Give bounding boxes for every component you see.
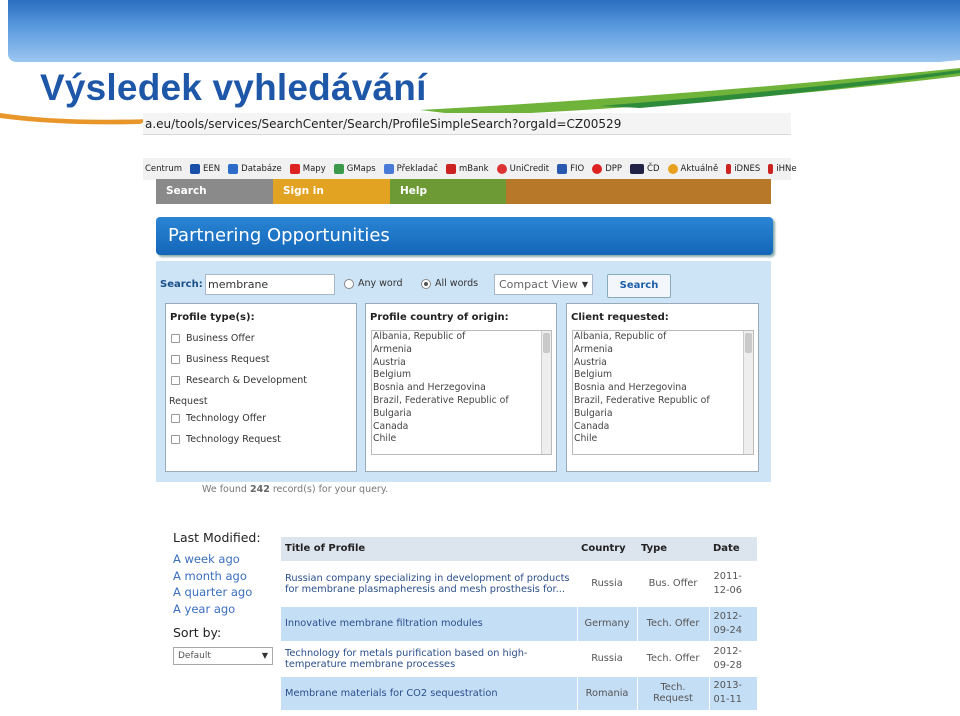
list-item[interactable]: Armenia — [574, 343, 613, 355]
bookmark-ihned[interactable]: iHNe — [768, 164, 796, 174]
sort-select[interactable]: Default ▼ — [173, 647, 273, 665]
bookmark-fio[interactable]: FIO — [557, 164, 584, 174]
nav-tab-signin[interactable]: Sign in — [273, 179, 390, 204]
fio-icon — [557, 164, 567, 174]
filter-year-link[interactable]: A year ago — [173, 602, 236, 616]
list-item[interactable]: Canada — [574, 420, 610, 432]
slide-header — [0, 0, 960, 125]
cd-icon — [630, 164, 644, 174]
bookmark-gmaps[interactable]: GMaps — [334, 164, 376, 174]
results-count-number: 242 — [249, 484, 270, 495]
last-modified-title: Last Modified: — [173, 530, 261, 545]
table-row[interactable] — [281, 606, 757, 641]
address-bar[interactable]: a.eu/tools/services/SearchCenter/Search/ProfileSimpleSearch?orgaId=CZ00529 — [143, 113, 791, 135]
checkbox-technology-offer[interactable]: Technology Offer — [171, 413, 266, 424]
client-requested-list[interactable] — [572, 330, 754, 455]
bookmark-mapy[interactable]: Mapy — [290, 164, 326, 174]
filter-week-link[interactable]: A week ago — [173, 552, 240, 566]
dpp-icon — [592, 164, 602, 174]
list-item[interactable]: Brazil, Federative Republic of — [373, 394, 509, 406]
ihned-icon — [768, 164, 773, 174]
result-type: Bus. Offer — [637, 561, 709, 606]
scrollbar[interactable] — [743, 331, 753, 454]
checkbox-business-request[interactable]: Business Request — [171, 354, 270, 365]
bookmarks-bar — [143, 158, 797, 180]
een-icon — [190, 164, 200, 174]
result-date: 2012- 09-28 — [709, 641, 757, 676]
col-date[interactable]: Date — [709, 537, 757, 561]
list-item[interactable]: Austria — [373, 356, 406, 368]
checkbox-business-offer[interactable]: Business Offer — [171, 333, 255, 344]
list-item[interactable]: Austria — [574, 356, 607, 368]
bookmark-een[interactable]: EEN — [190, 164, 220, 174]
aktualne-icon — [668, 164, 678, 174]
filter-quarter-link[interactable]: A quarter ago — [173, 585, 253, 599]
scrollbar[interactable] — [541, 331, 551, 454]
bookmark-cd[interactable]: ČD — [630, 164, 659, 174]
search-input[interactable]: membrane — [205, 274, 335, 295]
checkbox-technology-request[interactable]: Technology Request — [171, 434, 281, 445]
result-date: 2011- 12-06 — [709, 561, 757, 606]
nav-filler — [506, 179, 771, 204]
result-title-link[interactable]: Membrane materials for CO2 sequestration — [281, 676, 577, 710]
radio-any-word-dot — [344, 279, 354, 289]
checkbox[interactable] — [171, 334, 180, 343]
list-item[interactable]: Chile — [574, 433, 598, 445]
col-title[interactable]: Title of Profile — [281, 537, 577, 561]
results-table — [281, 537, 757, 710]
database-icon — [228, 164, 238, 174]
result-type: Tech. Request — [637, 676, 709, 710]
bookmark-idnes[interactable]: iDNES — [726, 164, 760, 174]
result-country: Russia — [577, 641, 637, 676]
country-origin-title: Profile country of origin: — [370, 312, 509, 323]
bookmark-unicredit[interactable]: UniCredit — [497, 164, 550, 174]
list-item[interactable]: Bosnia and Herzegovina — [574, 382, 687, 394]
client-requested-title: Client requested: — [571, 312, 669, 323]
profile-types-title: Profile type(s): — [170, 312, 255, 323]
checkbox[interactable] — [171, 376, 180, 385]
result-title-link[interactable]: Technology for metals purification based on high-temperature membrane processes — [281, 641, 577, 676]
search-label: Search: — [160, 279, 203, 290]
result-country: Russia — [577, 561, 637, 606]
search-button[interactable]: Search — [607, 274, 671, 298]
scrollbar-thumb[interactable] — [745, 333, 752, 353]
unicredit-icon — [497, 164, 507, 174]
list-item[interactable]: Armenia — [373, 343, 412, 355]
result-date: 2013- 01-11 — [709, 676, 757, 710]
col-country[interactable]: Country — [577, 537, 637, 561]
list-item[interactable]: Belgium — [373, 369, 412, 381]
request-label: Request — [169, 396, 208, 407]
checkbox[interactable] — [171, 435, 180, 444]
chevron-down-icon: ▼ — [261, 651, 268, 660]
translator-icon — [384, 164, 394, 174]
bookmark-prekladac[interactable]: Překladač — [384, 164, 438, 174]
radio-all-words[interactable]: All words — [421, 278, 478, 289]
bookmark-aktualne[interactable]: Aktuálně — [668, 164, 719, 174]
result-country: Germany — [577, 606, 637, 641]
site-nav — [156, 179, 771, 204]
partnering-banner — [156, 217, 773, 255]
radio-all-words-dot — [421, 279, 431, 289]
maps-icon — [334, 164, 344, 174]
list-item[interactable]: Albania, Republic of — [373, 331, 466, 342]
browser-screenshot — [143, 113, 797, 716]
list-item[interactable]: Bulgaria — [373, 407, 412, 419]
idnes-icon — [726, 164, 731, 174]
results-count: We found 242 record(s) for your query. — [202, 484, 389, 495]
list-item[interactable]: Albania, Republic of — [574, 331, 667, 342]
list-item[interactable]: Belgium — [574, 369, 613, 381]
profile-types-box — [165, 303, 357, 472]
search-panel — [156, 261, 771, 482]
nav-tab-search[interactable]: Search — [156, 179, 273, 204]
slide-title: Výsledek vyhledávání — [40, 67, 427, 108]
list-item[interactable]: Bosnia and Herzegovina — [373, 382, 486, 394]
list-item[interactable]: Chile — [373, 433, 397, 445]
country-origin-box — [365, 303, 557, 472]
scrollbar-thumb[interactable] — [543, 333, 550, 353]
result-title-link[interactable]: Russian company specializing in development of products for membrane plasmapheresis and mesh prosthesis for... — [281, 561, 577, 606]
gmail-icon — [290, 164, 300, 174]
view-select[interactable]: Compact View ▼ — [494, 274, 593, 295]
list-item[interactable]: Bulgaria — [574, 407, 613, 419]
results-header-row — [281, 537, 757, 561]
result-type: Tech. Offer — [637, 641, 709, 676]
result-date: 2012- 09-24 — [709, 606, 757, 641]
result-country: Romania — [577, 676, 637, 710]
table-row[interactable] — [281, 676, 757, 710]
bookmark-databaze[interactable]: Databáze — [228, 164, 282, 174]
checkbox-research-development[interactable]: Research & Development — [171, 375, 307, 386]
bookmark-dpp[interactable]: DPP — [592, 164, 622, 174]
radio-any-word[interactable]: Any word — [344, 278, 403, 289]
bookmark-mbank[interactable]: mBank — [446, 164, 489, 174]
sort-title: Sort by: — [173, 625, 222, 640]
list-item[interactable]: Canada — [373, 420, 409, 432]
client-requested-box — [566, 303, 759, 472]
checkbox[interactable] — [171, 355, 180, 364]
checkbox[interactable] — [171, 414, 180, 423]
table-row[interactable] — [281, 561, 757, 606]
nav-tab-help[interactable]: Help — [390, 179, 506, 204]
bookmark-centrum[interactable]: Centrum — [145, 164, 183, 174]
table-row[interactable] — [281, 641, 757, 676]
filter-month-link[interactable]: A month ago — [173, 569, 247, 583]
result-type: Tech. Offer — [637, 606, 709, 641]
result-title-link[interactable]: Innovative membrane filtration modules — [281, 606, 577, 641]
mbank-icon — [446, 164, 456, 174]
chevron-down-icon: ▼ — [581, 280, 588, 289]
list-item[interactable]: Brazil, Federative Republic of — [574, 394, 710, 406]
col-type[interactable]: Type — [637, 537, 709, 561]
country-origin-list[interactable] — [371, 330, 552, 455]
banner-title: Partnering Opportunities — [168, 225, 390, 246]
